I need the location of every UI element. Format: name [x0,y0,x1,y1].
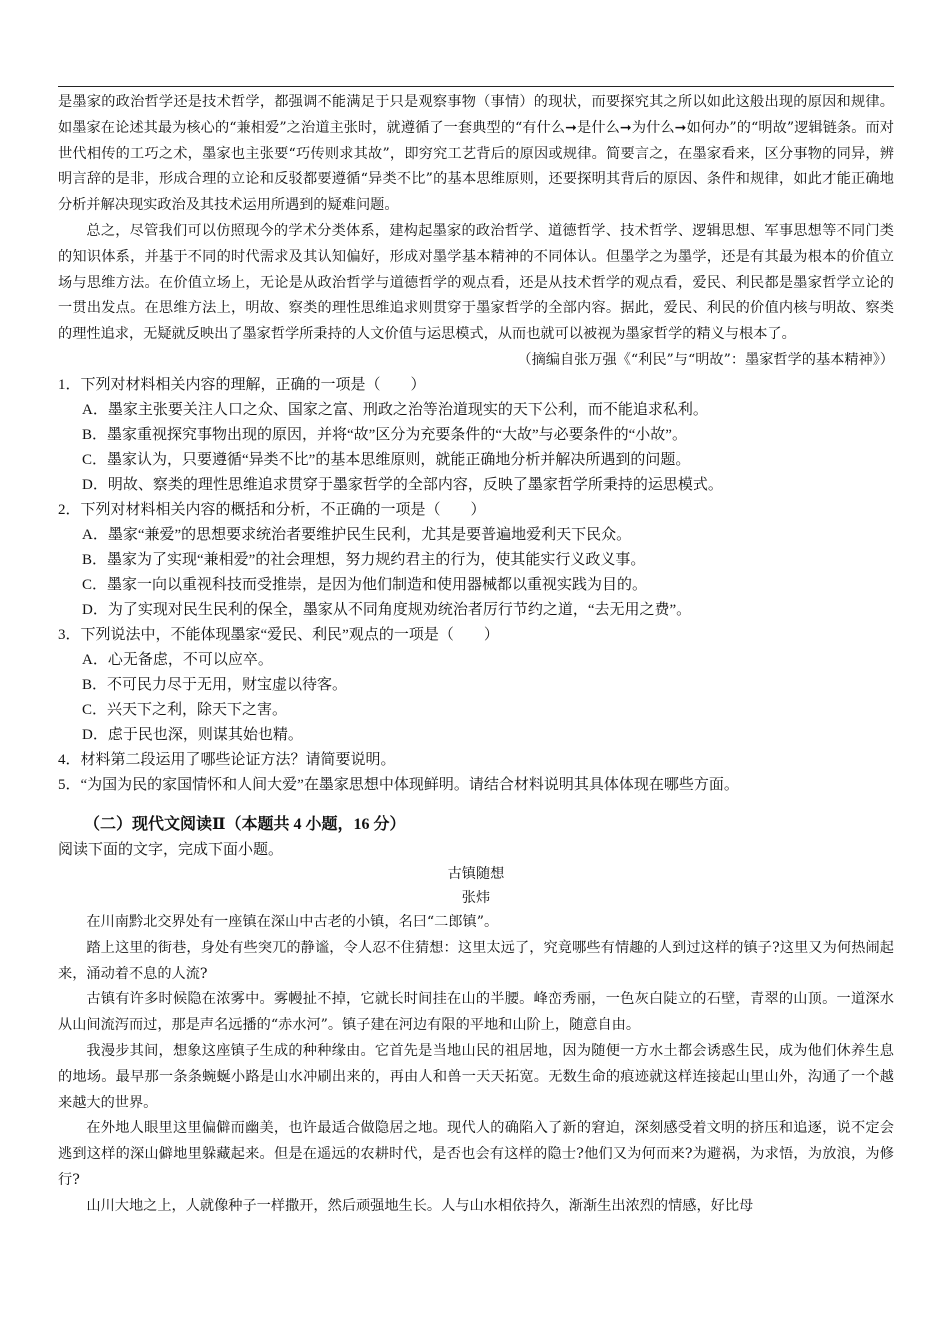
section-gap [58,798,894,812]
section2-instruction: 阅读下面的文字，完成下面小题。 [58,841,284,858]
question-option: B．不可民力尽于无用，财宝虚以待客。 [82,676,348,693]
question-option: A．墨家“兼爱”的思想要求统治者要维护民生民利，尤其是要普遍地爱利天下民众。 [82,526,632,543]
question-2 [58,498,894,623]
question-option: C．兴天下之利，除天下之害。 [82,701,288,718]
question-option: D．为了实现对民生民利的保全，墨家从不同角度规劝统治者厉行节约之道，“去无用之费”。 [82,601,692,618]
article-paragraph: 古镇有许多时候隐在浓雾中。雾幔扯不掉，它就长时间挂在山的半腰。峰峦秀丽，一色灰白陡立的石壁，青翠的山顶。一道深水从山间流泻而过，那是声名远播的“赤水河”。镇子建在河边有限的平地和山阶上，随意自由。 [58,991,894,1034]
article-paragraph: 在川南黔北交界处有一座镇在深山中古老的小镇，名曰“二郎镇”。 [86,913,499,930]
article-author: 张炜 [461,889,491,906]
article-paragraph: 在外地人眼里这里偏僻而幽美，也许最适合做隐居之地。现代人的确陷入了新的窘迫，深刻感受着文明的挤压和追逐，说不定会逃到这样的深山僻地里躲藏起来。但是在遥远的农耕时代，是否也会有这样的隐士?他们又为何而来?为避祸，为求悟，为放浪，为修行? [58,1120,894,1188]
question-option: B．墨家重视探究事物出现的原因，并将“故”区分为充要条件的“大故”与必要条件的“小故”。 [82,426,687,443]
question-option: B．墨家为了实现“兼相爱”的社会理想，努力规约君主的行为，使其能实行义政义事。 [82,551,646,568]
document-body [58,90,894,1220]
question-stem: 3．下列说法中，不能体现墨家“爱民、利民”观点的一项是（ ） [58,626,499,643]
article-paragraph: 我漫步其间，想象这座镇子生成的种种缘由。它首先是当地山民的祖居地，因为随便一方水土都会诱惑生民，成为他们休养生息的地场。最早那一条条蜿蜒小路是山水冲刷出来的，再由人和兽一天天拓宽。无数生命的痕迹就这样连接起山里山外，沟通了一个越来越大的世界。 [58,1042,894,1111]
question-option: D．明故、察类的理性思维追求贯穿于墨家哲学的全部内容，反映了墨家哲学所秉持的运思模式。 [82,476,723,493]
passage1-paragraph: 总之，尽管我们可以仿照现今的学术分类体系，建构起墨家的政治哲学、道德哲学、技术哲学、逻辑思想、军事思想等不同门类的知识体系，并基于不同的时代需求及其认知偏好，形成对墨学基本精神的不同体认。但墨学之为墨学，还是有其最为根本的价值立场与思维方法。在价值立场上，无论是从政治哲学与道德哲学的观点看，还是从技术哲学的观点看，爱民、利民都是墨家哲学立论的一贯出发点。在思维方法上，明故、察类的理性思维追求则贯穿于墨家哲学的全部内容。据此，爱民、利民的价值内核与明故、察类的理性追求，无疑就反映出了墨家哲学所秉持的人文价值与运思模式，从而也就可以被视为墨家哲学的精义与根本了。 [58,222,894,343]
question-5: 5．“为国为民的家国情怀和人间大爱”在墨家思想中体现鲜明。请结合材料说明其具体体现在哪些方面。 [58,776,739,793]
section2-heading: （二）现代文阅读Ⅱ（本题共 4 小题，16 分） [84,815,406,833]
question-stem: 2．下列对材料相关内容的概括和分析，不正确的一项是（ ） [58,501,486,518]
question-stem: 1．下列对材料相关内容的理解，正确的一项是（ ） [58,376,426,393]
passage1-paragraph: 是墨家的政治哲学还是技术哲学，都强调不能满足于只是观察事物（事情）的现状，而要探究其之所以如此这般出现的原因和规律。如墨家在论述其最为核心的“兼相爱”之治道主张时，就遵循了一套典型的“有什么➞是什么➞为什么➞如何办”的“明故”逻辑链条。而对世代相传的工巧之术，墨家也主张要“巧传则求其故”，即穷究工艺背后的原因或规律。简要言之，在墨家看来，区分事物的同异，辨明言辞的是非，形成合理的立论和反驳都要遵循“异类不比”的基本思维原则，还要探明其背后的原因、条件和规律，如此才能正确地分析并解决现实政治及其技术运用所遇到的疑难问题。 [58,94,894,214]
question-1 [58,373,894,498]
passage1-source: （摘编自张万强《“利民”与“明故”：墨家哲学的基本精神》） [517,351,894,368]
header-rule [58,86,894,87]
question-option: C．墨家一向以重视科技而受推崇，是因为他们制造和使用器械都以重视实践为目的。 [82,576,648,593]
question-4: 4．材料第二段运用了哪些论证方法？请简要说明。 [58,751,396,768]
question-option: A．墨家主张要关注人口之众、国家之富、刑政之治等治道现实的天下公利，而不能追求私利。 [82,401,708,418]
question-3 [58,623,894,748]
question-option: C．墨家认为，只要遵循“异类不比”的基本思维原则，就能正确地分析并解决所遇到的问题。 [82,451,691,468]
article-paragraph: 山川大地之上，人就像种子一样撒开，然后顽强地生长。人与山水相依持久，渐渐生出浓烈的情感，好比母 [86,1197,754,1214]
article-title: 古镇随想 [447,865,505,882]
question-option: D．虑于民也深，则谋其始也精。 [82,726,303,743]
article-paragraph: 踏上这里的街巷，身处有些突兀的静谧，令人忍不住猜想：这里太远了，究竟哪些有情趣的人到过这样的镇子?这里又为何热闹起来，涌动着不息的人流? [58,939,894,982]
question-option: A．心无备虑，不可以应卒。 [82,651,273,668]
